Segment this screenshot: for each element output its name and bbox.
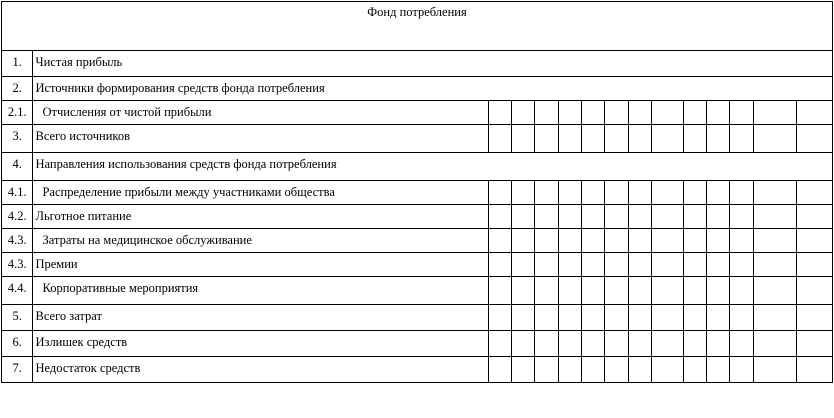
value-cell[interactable]	[753, 277, 797, 305]
value-cell[interactable]	[730, 125, 753, 153]
row-number: 7.	[2, 357, 33, 383]
value-cell[interactable]	[652, 331, 683, 357]
value-cell[interactable]	[730, 305, 753, 331]
table-row	[2, 253, 833, 277]
value-cell[interactable]	[511, 253, 534, 277]
row-number: 2.1.	[2, 101, 33, 125]
value-cell[interactable]	[753, 229, 797, 253]
value-cell[interactable]	[683, 331, 706, 357]
value-cell[interactable]	[652, 181, 683, 205]
row-number: 4.3.	[2, 229, 33, 253]
table-title-row	[2, 2, 833, 51]
row-number: 4.3.	[2, 253, 33, 277]
row-label: Отчисления от чистой прибыли	[33, 101, 488, 125]
table-row	[2, 181, 833, 205]
value-cell[interactable]	[581, 125, 604, 153]
value-cell[interactable]	[605, 125, 628, 153]
value-cell[interactable]	[628, 101, 651, 125]
row-label: Чистая прибыль	[33, 51, 833, 77]
value-cell[interactable]	[488, 253, 511, 277]
value-cell[interactable]	[753, 205, 797, 229]
value-cell[interactable]	[488, 331, 511, 357]
value-cell[interactable]	[558, 101, 581, 125]
table-row	[2, 101, 833, 125]
row-label: Направления использования средств фонда потребления	[33, 153, 833, 181]
value-cell[interactable]	[683, 253, 706, 277]
value-cell[interactable]	[535, 181, 558, 205]
value-cell[interactable]	[706, 229, 729, 253]
value-cell[interactable]	[730, 181, 753, 205]
value-cell[interactable]	[558, 277, 581, 305]
value-cell[interactable]	[706, 357, 729, 383]
value-cell[interactable]	[628, 229, 651, 253]
row-number: 4.1.	[2, 181, 33, 205]
row-number: 4.2.	[2, 205, 33, 229]
row-label: Распределение прибыли между участниками общества	[33, 181, 488, 205]
value-cell[interactable]	[652, 125, 683, 153]
value-cell[interactable]	[683, 101, 706, 125]
value-cell[interactable]	[706, 101, 729, 125]
value-cell[interactable]	[652, 229, 683, 253]
value-cell[interactable]	[706, 305, 729, 331]
value-cell[interactable]	[605, 205, 628, 229]
value-cell[interactable]	[628, 305, 651, 331]
value-cell[interactable]	[488, 357, 511, 383]
value-cell[interactable]	[605, 229, 628, 253]
row-number: 6.	[2, 331, 33, 357]
row-label: Затраты на медицинское обслуживание	[33, 229, 488, 253]
value-cell[interactable]	[535, 331, 558, 357]
value-cell[interactable]	[511, 229, 534, 253]
table-row	[2, 229, 833, 253]
value-cell[interactable]	[511, 205, 534, 229]
value-cell[interactable]	[581, 181, 604, 205]
value-cell[interactable]	[797, 357, 833, 383]
value-cell[interactable]	[535, 253, 558, 277]
value-cell[interactable]	[581, 305, 604, 331]
value-cell[interactable]	[511, 331, 534, 357]
value-cell[interactable]	[706, 181, 729, 205]
row-label: Всего затрат	[33, 305, 488, 331]
value-cell[interactable]	[652, 357, 683, 383]
value-cell[interactable]	[683, 125, 706, 153]
row-label: Источники формирования средств фонда потребления	[33, 77, 833, 101]
value-cell[interactable]	[652, 305, 683, 331]
value-cell[interactable]	[753, 101, 797, 125]
value-cell[interactable]	[511, 181, 534, 205]
value-cell[interactable]	[488, 205, 511, 229]
value-cell[interactable]	[797, 305, 833, 331]
row-number: 2.	[2, 77, 33, 101]
row-number: 1.	[2, 51, 33, 77]
row-label: Всего источников	[33, 125, 488, 153]
row-number: 3.	[2, 125, 33, 153]
value-cell[interactable]	[730, 331, 753, 357]
row-label: Премии	[33, 253, 488, 277]
value-cell[interactable]	[488, 229, 511, 253]
value-cell[interactable]	[797, 205, 833, 229]
value-cell[interactable]	[535, 277, 558, 305]
table-row	[2, 51, 833, 77]
value-cell[interactable]	[652, 277, 683, 305]
value-cell[interactable]	[628, 253, 651, 277]
value-cell[interactable]	[730, 229, 753, 253]
value-cell[interactable]	[753, 125, 797, 153]
row-label: Излишек средств	[33, 331, 488, 357]
value-cell[interactable]	[706, 253, 729, 277]
value-cell[interactable]	[535, 101, 558, 125]
value-cell[interactable]	[628, 125, 651, 153]
value-cell[interactable]	[730, 205, 753, 229]
value-cell[interactable]	[652, 205, 683, 229]
value-cell[interactable]	[511, 305, 534, 331]
value-cell[interactable]	[605, 357, 628, 383]
value-cell[interactable]	[628, 277, 651, 305]
value-cell[interactable]	[683, 205, 706, 229]
value-cell[interactable]	[488, 181, 511, 205]
value-cell[interactable]	[581, 101, 604, 125]
value-cell[interactable]	[797, 229, 833, 253]
value-cell[interactable]	[558, 125, 581, 153]
table-row	[2, 305, 833, 331]
value-cell[interactable]	[797, 331, 833, 357]
table-row	[2, 205, 833, 229]
value-cell[interactable]	[488, 101, 511, 125]
value-cell[interactable]	[581, 229, 604, 253]
value-cell[interactable]	[753, 181, 797, 205]
value-cell[interactable]	[605, 253, 628, 277]
table-row	[2, 77, 833, 101]
value-cell[interactable]	[706, 277, 729, 305]
table-row	[2, 331, 833, 357]
value-cell[interactable]	[730, 101, 753, 125]
value-cell[interactable]	[683, 305, 706, 331]
value-cell[interactable]	[558, 253, 581, 277]
value-cell[interactable]	[730, 253, 753, 277]
table-title: Фонд потребления	[2, 2, 833, 51]
value-cell[interactable]	[628, 357, 651, 383]
value-cell[interactable]	[706, 125, 729, 153]
value-cell[interactable]	[558, 331, 581, 357]
value-cell[interactable]	[558, 357, 581, 383]
value-cell[interactable]	[511, 277, 534, 305]
value-cell[interactable]	[581, 331, 604, 357]
value-cell[interactable]	[488, 305, 511, 331]
table-row	[2, 125, 833, 153]
value-cell[interactable]	[558, 205, 581, 229]
value-cell[interactable]	[535, 125, 558, 153]
value-cell[interactable]	[605, 181, 628, 205]
value-cell[interactable]	[753, 357, 797, 383]
value-cell[interactable]	[535, 357, 558, 383]
value-cell[interactable]	[706, 205, 729, 229]
value-cell[interactable]	[753, 331, 797, 357]
value-cell[interactable]	[753, 305, 797, 331]
value-cell[interactable]	[581, 205, 604, 229]
value-cell[interactable]	[581, 357, 604, 383]
value-cell[interactable]	[488, 277, 511, 305]
value-cell[interactable]	[535, 205, 558, 229]
row-number: 5.	[2, 305, 33, 331]
value-cell[interactable]	[511, 101, 534, 125]
value-cell[interactable]	[511, 125, 534, 153]
value-cell[interactable]	[535, 229, 558, 253]
value-cell[interactable]	[581, 253, 604, 277]
value-cell[interactable]	[797, 125, 833, 153]
value-cell[interactable]	[652, 253, 683, 277]
value-cell[interactable]	[535, 305, 558, 331]
value-cell[interactable]	[488, 125, 511, 153]
value-cell[interactable]	[797, 101, 833, 125]
table-row	[2, 277, 833, 305]
consumption-fund-table	[1, 1, 833, 383]
value-cell[interactable]	[797, 181, 833, 205]
table-row	[2, 357, 833, 383]
value-cell[interactable]	[558, 181, 581, 205]
value-cell[interactable]	[511, 357, 534, 383]
value-cell[interactable]	[652, 101, 683, 125]
value-cell[interactable]	[683, 277, 706, 305]
value-cell[interactable]	[797, 253, 833, 277]
value-cell[interactable]	[706, 331, 729, 357]
value-cell[interactable]	[683, 229, 706, 253]
value-cell[interactable]	[605, 331, 628, 357]
value-cell[interactable]	[683, 181, 706, 205]
value-cell[interactable]	[581, 277, 604, 305]
value-cell[interactable]	[605, 305, 628, 331]
value-cell[interactable]	[730, 357, 753, 383]
value-cell[interactable]	[605, 101, 628, 125]
value-cell[interactable]	[683, 357, 706, 383]
table-row	[2, 153, 833, 181]
row-label: Льготное питание	[33, 205, 488, 229]
value-cell[interactable]	[558, 229, 581, 253]
value-cell[interactable]	[605, 277, 628, 305]
value-cell[interactable]	[628, 205, 651, 229]
row-number: 4.4.	[2, 277, 33, 305]
value-cell[interactable]	[797, 277, 833, 305]
row-label: Недостаток средств	[33, 357, 488, 383]
value-cell[interactable]	[558, 305, 581, 331]
row-label: Корпоративные мероприятия	[33, 277, 488, 305]
value-cell[interactable]	[753, 253, 797, 277]
value-cell[interactable]	[730, 277, 753, 305]
value-cell[interactable]	[628, 331, 651, 357]
value-cell[interactable]	[628, 181, 651, 205]
row-number: 4.	[2, 153, 33, 181]
